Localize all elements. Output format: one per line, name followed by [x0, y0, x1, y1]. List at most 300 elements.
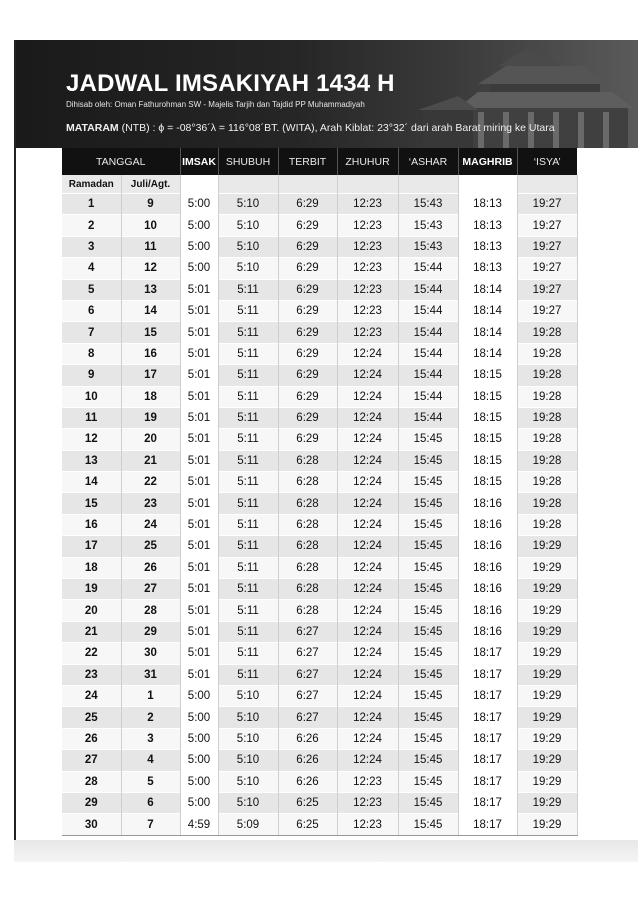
isya-cell: 19:29: [517, 685, 577, 706]
isya-cell: 19:28: [517, 365, 577, 386]
zhuhur-cell: 12:24: [337, 365, 398, 386]
table-row: [62, 322, 577, 343]
ashar-cell: 15:44: [398, 258, 458, 279]
gregorian-date-cell: 9: [121, 194, 180, 215]
terbit-cell: 6:27: [278, 685, 337, 706]
subheader-empty: [458, 175, 517, 194]
zhuhur-cell: 12:24: [337, 600, 398, 621]
maghrib-cell: 18:16: [458, 536, 517, 557]
table-row: [62, 643, 577, 664]
shubuh-cell: 5:10: [218, 707, 278, 728]
terbit-cell: 6:29: [278, 236, 337, 257]
isya-cell: 19:29: [517, 557, 577, 578]
maghrib-cell: 18:15: [458, 407, 517, 428]
maghrib-cell: 18:17: [458, 728, 517, 749]
table-row: [62, 236, 577, 257]
isya-cell: 19:28: [517, 429, 577, 450]
isya-cell: 19:28: [517, 386, 577, 407]
table-row: [62, 557, 577, 578]
gregorian-date-cell: 16: [121, 343, 180, 364]
ashar-cell: 15:43: [398, 215, 458, 236]
table-row: [62, 728, 577, 749]
ashar-cell: 15:45: [398, 707, 458, 728]
imsak-cell: 5:01: [180, 365, 218, 386]
terbit-cell: 6:29: [278, 429, 337, 450]
imsak-cell: 5:01: [180, 600, 218, 621]
ashar-cell: 15:44: [398, 322, 458, 343]
shubuh-cell: 5:11: [218, 643, 278, 664]
imsak-cell: 5:01: [180, 643, 218, 664]
imsak-cell: 5:00: [180, 215, 218, 236]
zhuhur-cell: 12:24: [337, 707, 398, 728]
maghrib-cell: 18:14: [458, 279, 517, 300]
imsak-cell: 5:01: [180, 579, 218, 600]
table-row: [62, 258, 577, 279]
gregorian-date-cell: 26: [121, 557, 180, 578]
subheader-empty: [218, 175, 278, 194]
gregorian-date-cell: 28: [121, 600, 180, 621]
shubuh-cell: 5:10: [218, 750, 278, 771]
ramadan-day-cell: 1: [62, 194, 121, 215]
ashar-cell: 15:45: [398, 472, 458, 493]
maghrib-cell: 18:17: [458, 814, 517, 835]
isya-cell: 19:29: [517, 707, 577, 728]
imsak-cell: 5:01: [180, 279, 218, 300]
table-row: [62, 279, 577, 300]
zhuhur-cell: 12:24: [337, 429, 398, 450]
gregorian-date-cell: 27: [121, 579, 180, 600]
isya-cell: 19:29: [517, 664, 577, 685]
gregorian-date-cell: 21: [121, 450, 180, 471]
terbit-cell: 6:29: [278, 194, 337, 215]
gregorian-date-cell: 24: [121, 514, 180, 535]
ramadan-day-cell: 23: [62, 664, 121, 685]
ashar-cell: 15:43: [398, 194, 458, 215]
terbit-cell: 6:26: [278, 728, 337, 749]
zhuhur-cell: 12:24: [337, 386, 398, 407]
shubuh-cell: 5:10: [218, 685, 278, 706]
ramadan-day-cell: 2: [62, 215, 121, 236]
table-row: [62, 792, 577, 813]
isya-cell: 19:27: [517, 194, 577, 215]
ashar-cell: 15:44: [398, 279, 458, 300]
terbit-cell: 6:27: [278, 664, 337, 685]
zhuhur-cell: 12:24: [337, 579, 398, 600]
table-row: [62, 493, 577, 514]
imsak-cell: 5:00: [180, 771, 218, 792]
ashar-cell: 15:45: [398, 557, 458, 578]
maghrib-cell: 18:13: [458, 236, 517, 257]
imsak-cell: 5:00: [180, 194, 218, 215]
gregorian-date-cell: 10: [121, 215, 180, 236]
maghrib-cell: 18:16: [458, 514, 517, 535]
ramadan-day-cell: 15: [62, 493, 121, 514]
ramadan-day-cell: 11: [62, 407, 121, 428]
isya-cell: 19:27: [517, 236, 577, 257]
isya-cell: 19:29: [517, 814, 577, 835]
isya-cell: 19:27: [517, 258, 577, 279]
terbit-cell: 6:27: [278, 621, 337, 642]
terbit-cell: 6:29: [278, 258, 337, 279]
shubuh-cell: 5:11: [218, 600, 278, 621]
isya-cell: 19:29: [517, 728, 577, 749]
gregorian-date-cell: 5: [121, 771, 180, 792]
ramadan-day-cell: 13: [62, 450, 121, 471]
maghrib-cell: 18:16: [458, 579, 517, 600]
terbit-cell: 6:28: [278, 600, 337, 621]
zhuhur-cell: 12:24: [337, 621, 398, 642]
table-row: [62, 579, 577, 600]
terbit-cell: 6:28: [278, 579, 337, 600]
zhuhur-cell: 12:24: [337, 750, 398, 771]
isya-cell: 19:28: [517, 514, 577, 535]
gregorian-date-cell: 18: [121, 386, 180, 407]
imsak-cell: 5:00: [180, 728, 218, 749]
gregorian-date-cell: 23: [121, 493, 180, 514]
shubuh-cell: 5:11: [218, 579, 278, 600]
zhuhur-cell: 12:24: [337, 643, 398, 664]
shubuh-cell: 5:11: [218, 386, 278, 407]
zhuhur-cell: 12:24: [337, 343, 398, 364]
column-header-ashar: ‘ASHAR: [398, 148, 458, 175]
imsak-cell: 5:01: [180, 343, 218, 364]
table-header: [62, 148, 577, 175]
terbit-cell: 6:27: [278, 643, 337, 664]
gregorian-date-cell: 15: [121, 322, 180, 343]
zhuhur-cell: 12:23: [337, 792, 398, 813]
ramadan-day-cell: 4: [62, 258, 121, 279]
gregorian-date-cell: 7: [121, 814, 180, 835]
table-row: [62, 600, 577, 621]
column-header-imsak: IMSAK: [180, 148, 218, 175]
isya-cell: 19:29: [517, 536, 577, 557]
ramadan-day-cell: 10: [62, 386, 121, 407]
gregorian-date-cell: 25: [121, 536, 180, 557]
imsak-cell: 5:00: [180, 750, 218, 771]
table-row: [62, 750, 577, 771]
maghrib-cell: 18:17: [458, 792, 517, 813]
table-row: [62, 300, 577, 321]
zhuhur-cell: 12:23: [337, 814, 398, 835]
header-banner: [16, 40, 638, 148]
terbit-cell: 6:28: [278, 450, 337, 471]
shubuh-cell: 5:11: [218, 429, 278, 450]
table-row: [62, 707, 577, 728]
zhuhur-cell: 12:23: [337, 300, 398, 321]
ramadan-day-cell: 3: [62, 236, 121, 257]
location-name: MATARAM: [66, 122, 119, 134]
maghrib-cell: 18:17: [458, 643, 517, 664]
ramadan-day-cell: 17: [62, 536, 121, 557]
ramadan-day-cell: 6: [62, 300, 121, 321]
gregorian-date-cell: 19: [121, 407, 180, 428]
ramadan-day-cell: 22: [62, 643, 121, 664]
maghrib-cell: 18:14: [458, 322, 517, 343]
ashar-cell: 15:45: [398, 643, 458, 664]
gregorian-date-cell: 13: [121, 279, 180, 300]
ramadan-day-cell: 20: [62, 600, 121, 621]
gregorian-date-cell: 30: [121, 643, 180, 664]
shubuh-cell: 5:11: [218, 493, 278, 514]
ashar-cell: 15:45: [398, 600, 458, 621]
subheader-date: Juli/Agt.: [121, 175, 180, 194]
terbit-cell: 6:29: [278, 386, 337, 407]
imsak-cell: 5:01: [180, 514, 218, 535]
zhuhur-cell: 12:24: [337, 493, 398, 514]
zhuhur-cell: 12:23: [337, 258, 398, 279]
maghrib-cell: 18:17: [458, 771, 517, 792]
isya-cell: 19:29: [517, 579, 577, 600]
subheader-empty: [180, 175, 218, 194]
shubuh-cell: 5:10: [218, 771, 278, 792]
zhuhur-cell: 12:24: [337, 664, 398, 685]
ramadan-day-cell: 26: [62, 728, 121, 749]
ramadan-day-cell: 29: [62, 792, 121, 813]
maghrib-cell: 18:14: [458, 300, 517, 321]
bottom-band: [14, 840, 638, 862]
table-row: [62, 215, 577, 236]
shubuh-cell: 5:10: [218, 215, 278, 236]
ashar-cell: 15:44: [398, 300, 458, 321]
table-subheader-row: [62, 175, 577, 194]
imsak-cell: 5:01: [180, 322, 218, 343]
subheader-empty: [278, 175, 337, 194]
table-row: [62, 343, 577, 364]
shubuh-cell: 5:10: [218, 728, 278, 749]
ashar-cell: 15:45: [398, 514, 458, 535]
maghrib-cell: 18:14: [458, 343, 517, 364]
table-row: [62, 536, 577, 557]
gregorian-date-cell: 29: [121, 621, 180, 642]
isya-cell: 19:29: [517, 750, 577, 771]
isya-cell: 19:27: [517, 215, 577, 236]
maghrib-cell: 18:15: [458, 365, 517, 386]
isya-cell: 19:29: [517, 600, 577, 621]
table-row: [62, 664, 577, 685]
imsak-cell: 5:01: [180, 472, 218, 493]
imsak-cell: 5:01: [180, 536, 218, 557]
zhuhur-cell: 12:23: [337, 322, 398, 343]
ramadan-day-cell: 25: [62, 707, 121, 728]
shubuh-cell: 5:11: [218, 664, 278, 685]
shubuh-cell: 5:11: [218, 407, 278, 428]
ramadan-day-cell: 19: [62, 579, 121, 600]
gregorian-date-cell: 6: [121, 792, 180, 813]
table-row: [62, 194, 577, 215]
shubuh-cell: 5:11: [218, 279, 278, 300]
isya-cell: 19:29: [517, 643, 577, 664]
imsak-cell: 5:01: [180, 386, 218, 407]
shubuh-cell: 5:11: [218, 343, 278, 364]
ramadan-day-cell: 5: [62, 279, 121, 300]
ashar-cell: 15:45: [398, 579, 458, 600]
zhuhur-cell: 12:24: [337, 514, 398, 535]
ashar-cell: 15:45: [398, 429, 458, 450]
column-header-zhuhur: ZHUHUR: [337, 148, 398, 175]
subheader-empty: [337, 175, 398, 194]
shubuh-cell: 5:11: [218, 450, 278, 471]
shubuh-cell: 5:11: [218, 472, 278, 493]
shubuh-cell: 5:11: [218, 514, 278, 535]
maghrib-cell: 18:16: [458, 600, 517, 621]
column-header-isya: ‘ISYA’: [517, 148, 577, 175]
imsak-cell: 4:59: [180, 814, 218, 835]
maghrib-cell: 18:17: [458, 685, 517, 706]
table-row: [62, 621, 577, 642]
maghrib-cell: 18:13: [458, 215, 517, 236]
location-line: [66, 122, 555, 134]
maghrib-cell: 18:13: [458, 258, 517, 279]
location-detail: (NTB) : ϕ = -08°36´λ = 116°08´BT. (WITA), Arah Kiblat: 23°32´ dari arah Barat miring ke Utara: [118, 122, 555, 134]
ramadan-day-cell: 28: [62, 771, 121, 792]
isya-cell: 19:28: [517, 343, 577, 364]
imsak-cell: 5:01: [180, 664, 218, 685]
isya-cell: 19:27: [517, 279, 577, 300]
zhuhur-cell: 12:23: [337, 771, 398, 792]
ashar-cell: 15:45: [398, 664, 458, 685]
zhuhur-cell: 12:24: [337, 450, 398, 471]
shubuh-cell: 5:11: [218, 621, 278, 642]
terbit-cell: 6:28: [278, 536, 337, 557]
gregorian-date-cell: 22: [121, 472, 180, 493]
gregorian-date-cell: 31: [121, 664, 180, 685]
ashar-cell: 15:44: [398, 365, 458, 386]
ramadan-day-cell: 7: [62, 322, 121, 343]
zhuhur-cell: 12:23: [337, 279, 398, 300]
terbit-cell: 6:28: [278, 557, 337, 578]
maghrib-cell: 18:15: [458, 386, 517, 407]
maghrib-cell: 18:15: [458, 450, 517, 471]
gregorian-date-cell: 17: [121, 365, 180, 386]
terbit-cell: 6:27: [278, 707, 337, 728]
ashar-cell: 15:45: [398, 792, 458, 813]
column-header-terbit: TERBIT: [278, 148, 337, 175]
gregorian-date-cell: 4: [121, 750, 180, 771]
ashar-cell: 15:45: [398, 728, 458, 749]
ashar-cell: 15:45: [398, 814, 458, 835]
ashar-cell: 15:45: [398, 685, 458, 706]
column-header-maghrib: MAGHRIB: [458, 148, 517, 175]
shubuh-cell: 5:10: [218, 236, 278, 257]
ashar-cell: 15:43: [398, 236, 458, 257]
isya-cell: 19:28: [517, 493, 577, 514]
ramadan-day-cell: 16: [62, 514, 121, 535]
zhuhur-cell: 12:24: [337, 472, 398, 493]
terbit-cell: 6:25: [278, 792, 337, 813]
terbit-cell: 6:28: [278, 493, 337, 514]
maghrib-cell: 18:15: [458, 429, 517, 450]
shubuh-cell: 5:10: [218, 792, 278, 813]
schedule-table: [62, 148, 578, 836]
page-left-border: [14, 40, 16, 860]
gregorian-date-cell: 20: [121, 429, 180, 450]
ashar-cell: 15:44: [398, 386, 458, 407]
terbit-cell: 6:26: [278, 771, 337, 792]
table-row: [62, 365, 577, 386]
table-row: [62, 450, 577, 471]
terbit-cell: 6:29: [278, 365, 337, 386]
subheader-empty: [398, 175, 458, 194]
terbit-cell: 6:28: [278, 514, 337, 535]
imsak-cell: 5:00: [180, 236, 218, 257]
subheader-ramadan: Ramadan: [62, 175, 121, 194]
gregorian-date-cell: 2: [121, 707, 180, 728]
ashar-cell: 15:45: [398, 771, 458, 792]
ramadan-day-cell: 27: [62, 750, 121, 771]
ramadan-day-cell: 14: [62, 472, 121, 493]
maghrib-cell: 18:13: [458, 194, 517, 215]
imsak-cell: 5:01: [180, 300, 218, 321]
terbit-cell: 6:26: [278, 750, 337, 771]
ramadan-day-cell: 8: [62, 343, 121, 364]
isya-cell: 19:28: [517, 322, 577, 343]
ramadan-day-cell: 24: [62, 685, 121, 706]
ramadan-day-cell: 18: [62, 557, 121, 578]
subheader-empty: [517, 175, 577, 194]
ramadan-day-cell: 9: [62, 365, 121, 386]
maghrib-cell: 18:17: [458, 750, 517, 771]
ramadan-day-cell: 21: [62, 621, 121, 642]
column-header-tanggal: TANGGAL: [62, 148, 180, 175]
zhuhur-cell: 12:24: [337, 685, 398, 706]
isya-cell: 19:28: [517, 450, 577, 471]
zhuhur-cell: 12:23: [337, 236, 398, 257]
terbit-cell: 6:29: [278, 343, 337, 364]
ramadan-day-cell: 12: [62, 429, 121, 450]
shubuh-cell: 5:10: [218, 194, 278, 215]
imsak-cell: 5:00: [180, 258, 218, 279]
maghrib-cell: 18:17: [458, 664, 517, 685]
table-row: [62, 685, 577, 706]
gregorian-date-cell: 11: [121, 236, 180, 257]
ramadan-day-cell: 30: [62, 814, 121, 835]
shubuh-cell: 5:11: [218, 300, 278, 321]
ashar-cell: 15:45: [398, 450, 458, 471]
imsak-cell: 5:01: [180, 429, 218, 450]
shubuh-cell: 5:11: [218, 322, 278, 343]
zhuhur-cell: 12:24: [337, 557, 398, 578]
isya-cell: 19:29: [517, 771, 577, 792]
ashar-cell: 15:44: [398, 407, 458, 428]
zhuhur-cell: 12:24: [337, 728, 398, 749]
imsak-cell: 5:00: [180, 792, 218, 813]
shubuh-cell: 5:09: [218, 814, 278, 835]
imsak-cell: 5:01: [180, 557, 218, 578]
maghrib-cell: 18:16: [458, 557, 517, 578]
imsak-cell: 5:01: [180, 450, 218, 471]
terbit-cell: 6:28: [278, 472, 337, 493]
schedule-table-container: [62, 148, 577, 836]
maghrib-cell: 18:16: [458, 493, 517, 514]
ashar-cell: 15:45: [398, 536, 458, 557]
terbit-cell: 6:29: [278, 300, 337, 321]
shubuh-cell: 5:11: [218, 557, 278, 578]
ashar-cell: 15:45: [398, 621, 458, 642]
table-row: [62, 386, 577, 407]
imsak-cell: 5:00: [180, 707, 218, 728]
shubuh-cell: 5:10: [218, 258, 278, 279]
imsak-cell: 5:01: [180, 493, 218, 514]
ashar-cell: 15:44: [398, 343, 458, 364]
imsak-cell: 5:01: [180, 407, 218, 428]
terbit-cell: 6:25: [278, 814, 337, 835]
page-title: JADWAL IMSAKIYAH 1434 H: [66, 70, 395, 97]
page-subtitle: Dihisab oleh: Oman Fathurohman SW - Majelis Tarjih dan Tajdid PP Muhammadiyah: [66, 100, 365, 109]
column-header-shubuh: SHUBUH: [218, 148, 278, 175]
terbit-cell: 6:29: [278, 407, 337, 428]
gregorian-date-cell: 3: [121, 728, 180, 749]
terbit-cell: 6:29: [278, 279, 337, 300]
